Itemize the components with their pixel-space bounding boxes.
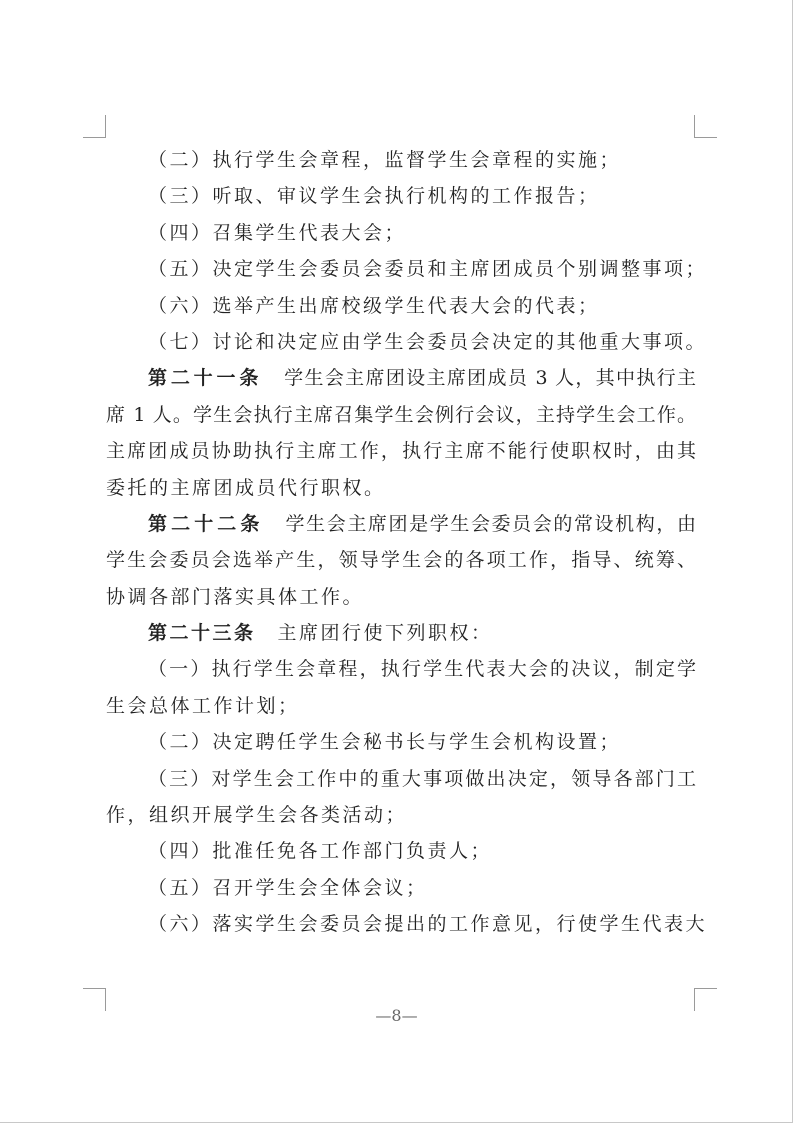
paragraph-line: （六）选举产生出席校级学生代表大会的代表； <box>148 294 600 317</box>
paragraph-line: 作，组织开展学生会各类活动； <box>106 804 408 827</box>
list-item <box>106 906 708 942</box>
list-item <box>106 215 696 251</box>
paragraph-line: 学生会委员会选举产生，领导学生会的各项工作，指导、统筹、 <box>106 549 696 572</box>
article-text: 学生会主席团设主席团成员 3 人，其中执行主 <box>284 367 696 390</box>
article-paragraph <box>106 506 696 615</box>
list-item <box>106 142 696 178</box>
list-item <box>106 178 696 214</box>
article-paragraph <box>106 615 696 651</box>
paragraph-line: （五）召开学生会全体会议； <box>148 876 428 899</box>
crop-mark-top-left <box>83 115 106 138</box>
list-item <box>106 651 696 724</box>
list-item <box>106 251 708 287</box>
document-body <box>106 142 708 943</box>
paragraph-line: （七）讨论和决定应由学生会委员会决定的其他重大事项。 <box>148 330 708 353</box>
paragraph-line: 生会总体工作计划； <box>106 694 300 717</box>
list-item <box>106 288 696 324</box>
paragraph-line: （一）执行学生会章程，执行学生代表大会的决议，制定学 <box>148 658 696 681</box>
paragraph-line: （四）批准任免各工作部门负责人； <box>148 840 493 863</box>
crop-mark-top-right <box>694 115 717 138</box>
article-number: 第二十二条 <box>148 512 264 535</box>
paragraph-line <box>106 615 696 651</box>
list-item <box>106 724 696 760</box>
paragraph-line: （二）执行学生会章程，监督学生会章程的实施； <box>148 149 622 171</box>
article-text: 学生会主席团是学生会委员会的常设机构，由 <box>285 512 696 535</box>
paragraph-line: 主席团成员协助执行主席工作，执行主席不能行使职权时，由其 <box>106 440 696 463</box>
paragraph-line: （三）对学生会工作中的重大事项做出决定，领导各部门工 <box>148 767 696 790</box>
paragraph-line: 席 1 人。学生会执行主席召集学生会例行会议，主持学生会工作。 <box>106 403 696 426</box>
list-item <box>106 870 696 906</box>
paragraph-line <box>106 506 696 542</box>
paragraph-line: （四）召集学生代表大会； <box>148 221 407 244</box>
article-number: 第二十一条 <box>148 367 263 390</box>
paragraph-line: （六）落实学生会委员会提出的工作意见，行使学生代表大 <box>148 913 708 936</box>
list-item <box>106 761 696 834</box>
paragraph-line <box>106 360 696 396</box>
paragraph-line: （五）决定学生会委员会委员和主席团成员个别调整事项； <box>148 258 708 281</box>
article-text: 主席团行使下列职权： <box>277 622 493 645</box>
paragraph-line: 委托的主席团成员代行职权。 <box>106 476 386 499</box>
list-item <box>106 324 708 360</box>
paragraph-line: 协调各部门落实具体工作。 <box>106 585 365 608</box>
list-item <box>106 833 696 869</box>
article-paragraph <box>106 360 696 506</box>
article-number: 第二十三条 <box>148 622 256 645</box>
page-number: —8— <box>375 1006 418 1025</box>
paragraph-line: （三）听取、审议学生会执行机构的工作报告； <box>148 185 600 208</box>
paragraph-line: （二）决定聘任学生会秘书长与学生会机构设置； <box>148 731 622 754</box>
